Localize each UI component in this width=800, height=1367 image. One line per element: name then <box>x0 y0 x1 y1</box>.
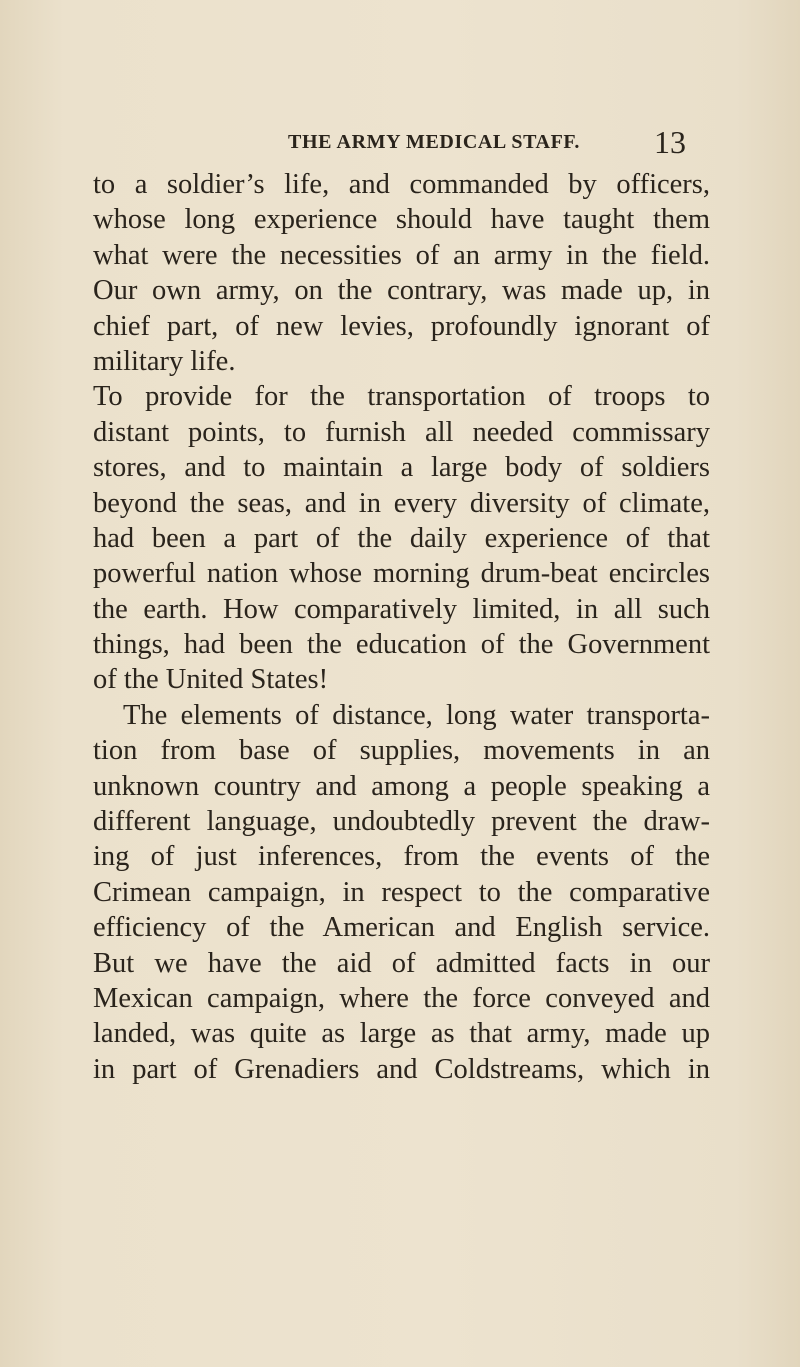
text-line: To provide for the transportation of troops to <box>93 381 710 413</box>
text-line: powerful nation whose morning drum-beat encircles <box>93 558 710 590</box>
text-line: in part of Grenadiers and Coldstreams, which in <box>93 1053 710 1085</box>
text-line: efficiency of the American and English service. <box>93 912 710 944</box>
text-line: But we have the aid of admitted facts in our <box>93 947 710 979</box>
page-number: 13 <box>654 124 686 160</box>
body-text <box>93 167 710 1087</box>
running-title: THE ARMY MEDICAL STAFF. <box>288 131 580 153</box>
text-line: Mexican campaign, where the force conveyed and <box>93 982 710 1014</box>
text-line: whose long experience should have taught them <box>93 204 710 236</box>
text-line: chief part, of new levies, profoundly ignorant of <box>93 310 710 342</box>
text-line: to a soldier’s life, and commanded by officers, <box>93 169 710 200</box>
text-line: tion from base of supplies, movements in an <box>93 735 710 767</box>
text-line: of the United States! <box>93 664 329 696</box>
text-line: unknown country and among a people speaking a <box>93 770 710 802</box>
text-line: beyond the seas, and in every diversity of climate, <box>93 487 710 519</box>
running-header <box>0 122 800 162</box>
text-line: what were the necessities of an army in the field. <box>93 239 710 271</box>
text-line: landed, was quite as large as that army, made up <box>93 1018 710 1050</box>
text-line: had been a part of the daily experience of that <box>93 522 710 554</box>
text-line: Our own army, on the contrary, was made up, in <box>93 275 710 307</box>
text-line: distant points, to furnish all needed commissary <box>93 416 710 448</box>
text-line: stores, and to maintain a large body of soldiers <box>93 452 710 484</box>
text-line: Crimean campaign, in respect to the comparative <box>93 876 710 908</box>
text-line: military life. <box>93 345 236 377</box>
text-line: The elements of distance, long water transporta- <box>123 699 710 731</box>
text-line: different language, undoubtedly prevent the draw- <box>93 806 710 838</box>
text-line: the earth. How comparatively limited, in all such <box>93 593 710 625</box>
text-line: ing of just inferences, from the events of the <box>93 841 710 873</box>
text-line: things, had been the education of the Government <box>93 629 710 661</box>
